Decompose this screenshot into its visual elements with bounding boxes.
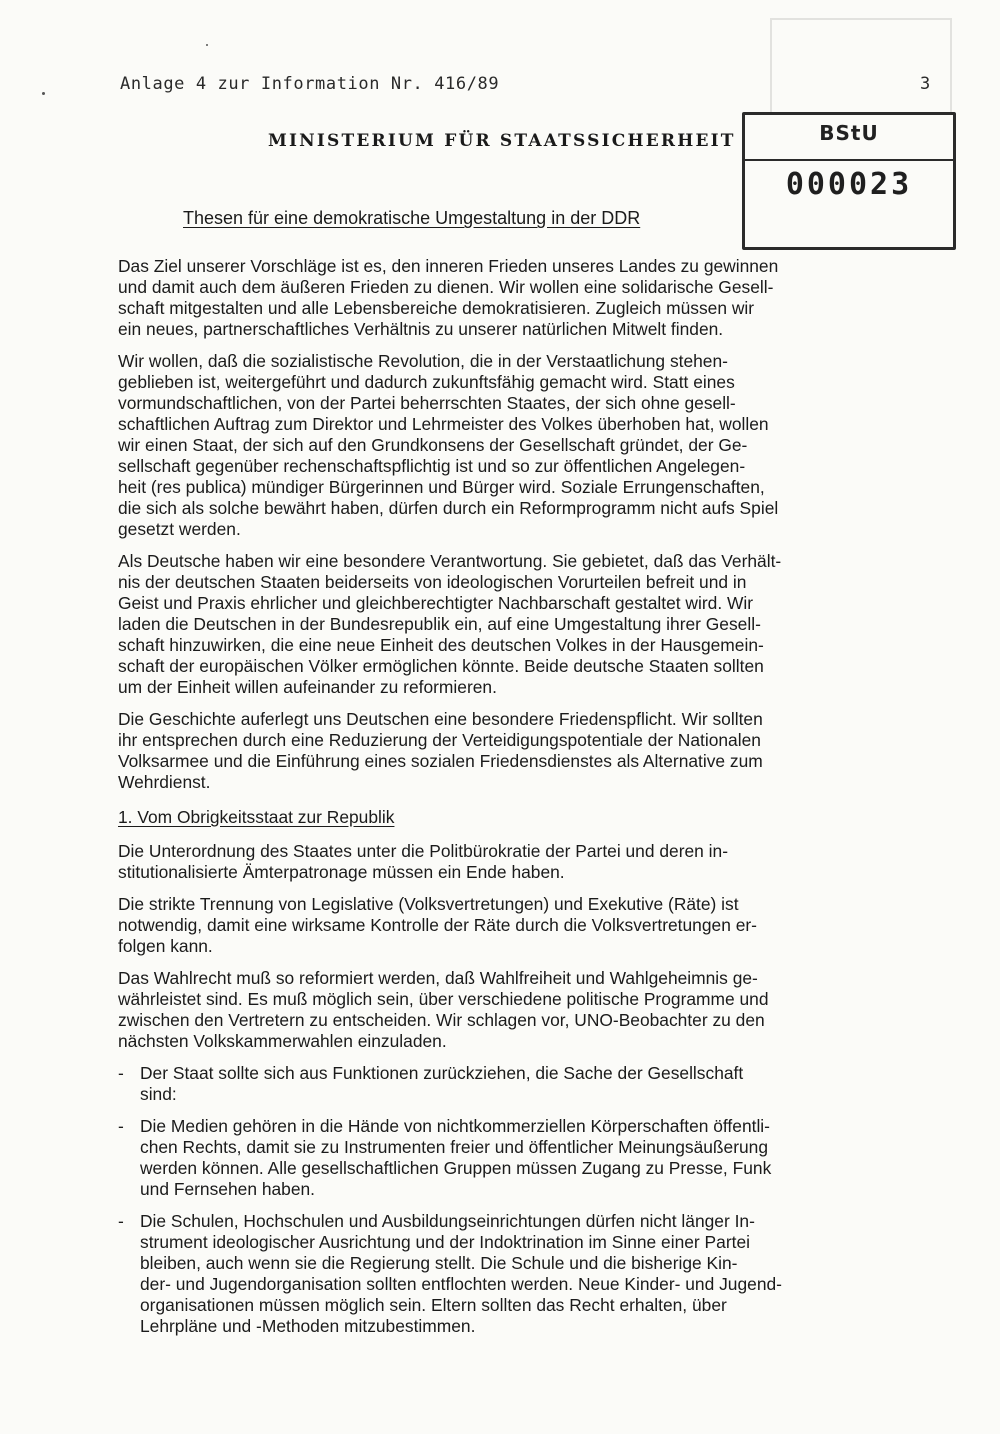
stamp-number: 000023 [785, 167, 913, 202]
ministry-heading: MINISTERIUM FÜR STAATSSICHERHEIT [268, 131, 736, 151]
information-reference: Anlage 4 zur Information Nr. 416/89 [120, 74, 500, 94]
document-body [118, 256, 974, 1348]
archive-stamp [742, 112, 956, 250]
paragraph-peace: Die Geschichte auferlegt uns Deutschen eine besondere Friedenspflicht. Wir sollten ihr entsprechen durch eine Reduzierung der Verteidigungspotentiale der Nationalen Volksarmee und die Einführung eines sozialen Friedensdienstes als Alternative zum Wehrdienst. [118, 709, 763, 792]
page-number: 3 [920, 74, 931, 94]
document-title: Thesen für eine demokratische Umgestaltung in der DDR [183, 208, 641, 228]
bullet-text-schools: Die Schulen, Hochschulen und Ausbildungseinrichtungen dürfen nicht länger In- strument ideologischer Ausrichtung und der Indoktrination im Sinne einer Partei bleiben, auch wenn sie die Regierung stellt. Die Schule und die bisherige Kin- der- und Jugendorganisation sollten entflochten werden. Neue Kinder- und Jugend- organisationen müssen möglich sein. Eltern sollten das Recht erhalten, über Lehrpläne und -Methoden mitzubestimmen. [140, 1211, 782, 1336]
paragraph-germans: Als Deutsche haben wir eine besondere Verantwortung. Sie gebietet, daß das Verhält- nis der deutschen Staaten beiderseits von ideologischen Vorurteilen befreit und in Geist und Praxis ehrlicher und gleichberechtigter Nachbarschaft gestaltet wird. Wir laden die Deutschen in der Bundesrepublik ein, auf eine Umgestaltung ihrer Gesell- schaft hinzuwirken, die eine neue Einheit des deutschen Volkes in der Hausgemein- schaft der europäischen Völker ermöglichen könnte. Beide deutsche Staaten sollten um der Einheit willen aufeinander zu reformieren. [118, 551, 782, 697]
paragraph-election-law: Das Wahlrecht muß so reformiert werden, daß Wahlfreiheit und Wahlgeheimnis ge- währleistet sind. Es muß möglich sein, über verschiedene politische Programme und zwischen den Vertretern zu entscheiden. Wir schlagen vor, UNO-Beobachter zu den nächsten Volkskammerwahlen einzuladen. [118, 968, 769, 1051]
bullet-item [118, 1211, 974, 1337]
bullet-marker: - [118, 1063, 124, 1083]
bullet-item [118, 1063, 974, 1105]
section-heading: 1. Vom Obrigkeitsstaat zur Republik [118, 807, 395, 827]
paragraph-party-subordination: Die Unterordnung des Staates unter die Politbürokratie der Partei und deren in- stitutionalisierte Ämterpatronage müssen ein Ende haben. [118, 841, 728, 882]
paragraph-intro: Das Ziel unserer Vorschläge ist es, den inneren Frieden unseres Landes zu gewinnen und damit auch dem äußeren Frieden zu dienen. Wir wollen eine solidarische Gesell- schaft mitgestalten und alle Lebensbereiche demokratisieren. Zugleich müssen wir ein neues, partnerschaftliches Verhältnis zu unserer natürlichen Mitwelt finden. [118, 256, 779, 339]
paragraph-separation-of-powers: Die strikte Trennung von Legislative (Volksvertretungen) und Exekutive (Räte) ist notwendig, damit eine wirksame Kontrolle der Räte durch die Volksvertretungen er- folgen kann. [118, 894, 757, 956]
paragraph-revolution: Wir wollen, daß die sozialistische Revolution, die in der Verstaatlichung stehen- geblieben ist, weitergeführt und dadurch zukunftsfähig gemacht wird. Statt eines vormundschaftlichen, von der Partei beherrschten Staates, der sich ohne gesell- schaftlichen Auftrag zum Direktor und Lehrmeister des Volkes überhoben hat, wollen wir einen Staat, der sich auf den Grundkonsens der Gesellschaft gründet, der Ge- sellschaft gegenüber rechenschaftspflichtig ist und so zur öffentlichen Angelegen- heit (res publica) mündiger Bürgerinnen und Bürger wird. Soziale Errungenschaften, die sich als solche bewährt haben, dürfen durch ein Reformprogramm nicht aufs Spiel gesetzt werden. [118, 351, 779, 539]
bullet-text-state: Der Staat sollte sich aus Funktionen zurückziehen, die Sache der Gesellschaft sind: [140, 1063, 744, 1104]
bullet-item [118, 1116, 974, 1200]
bullet-marker: - [118, 1211, 124, 1231]
bullet-text-media: Die Medien gehören in die Hände von nichtkommerziellen Körperschaften öffentli- chen Rechts, damit sie zu Instrumenten freier und öffentlicher Meinungsäußerung werden können. Alle gesellschaftlichen Gruppen müssen Zugang zu Presse, Funk und Fernsehen haben. [140, 1116, 772, 1199]
stamp-label: BStU [819, 121, 879, 145]
bullet-marker: - [118, 1116, 124, 1136]
show-through-stamp-frame [770, 18, 952, 118]
stamp-divider [745, 159, 953, 161]
